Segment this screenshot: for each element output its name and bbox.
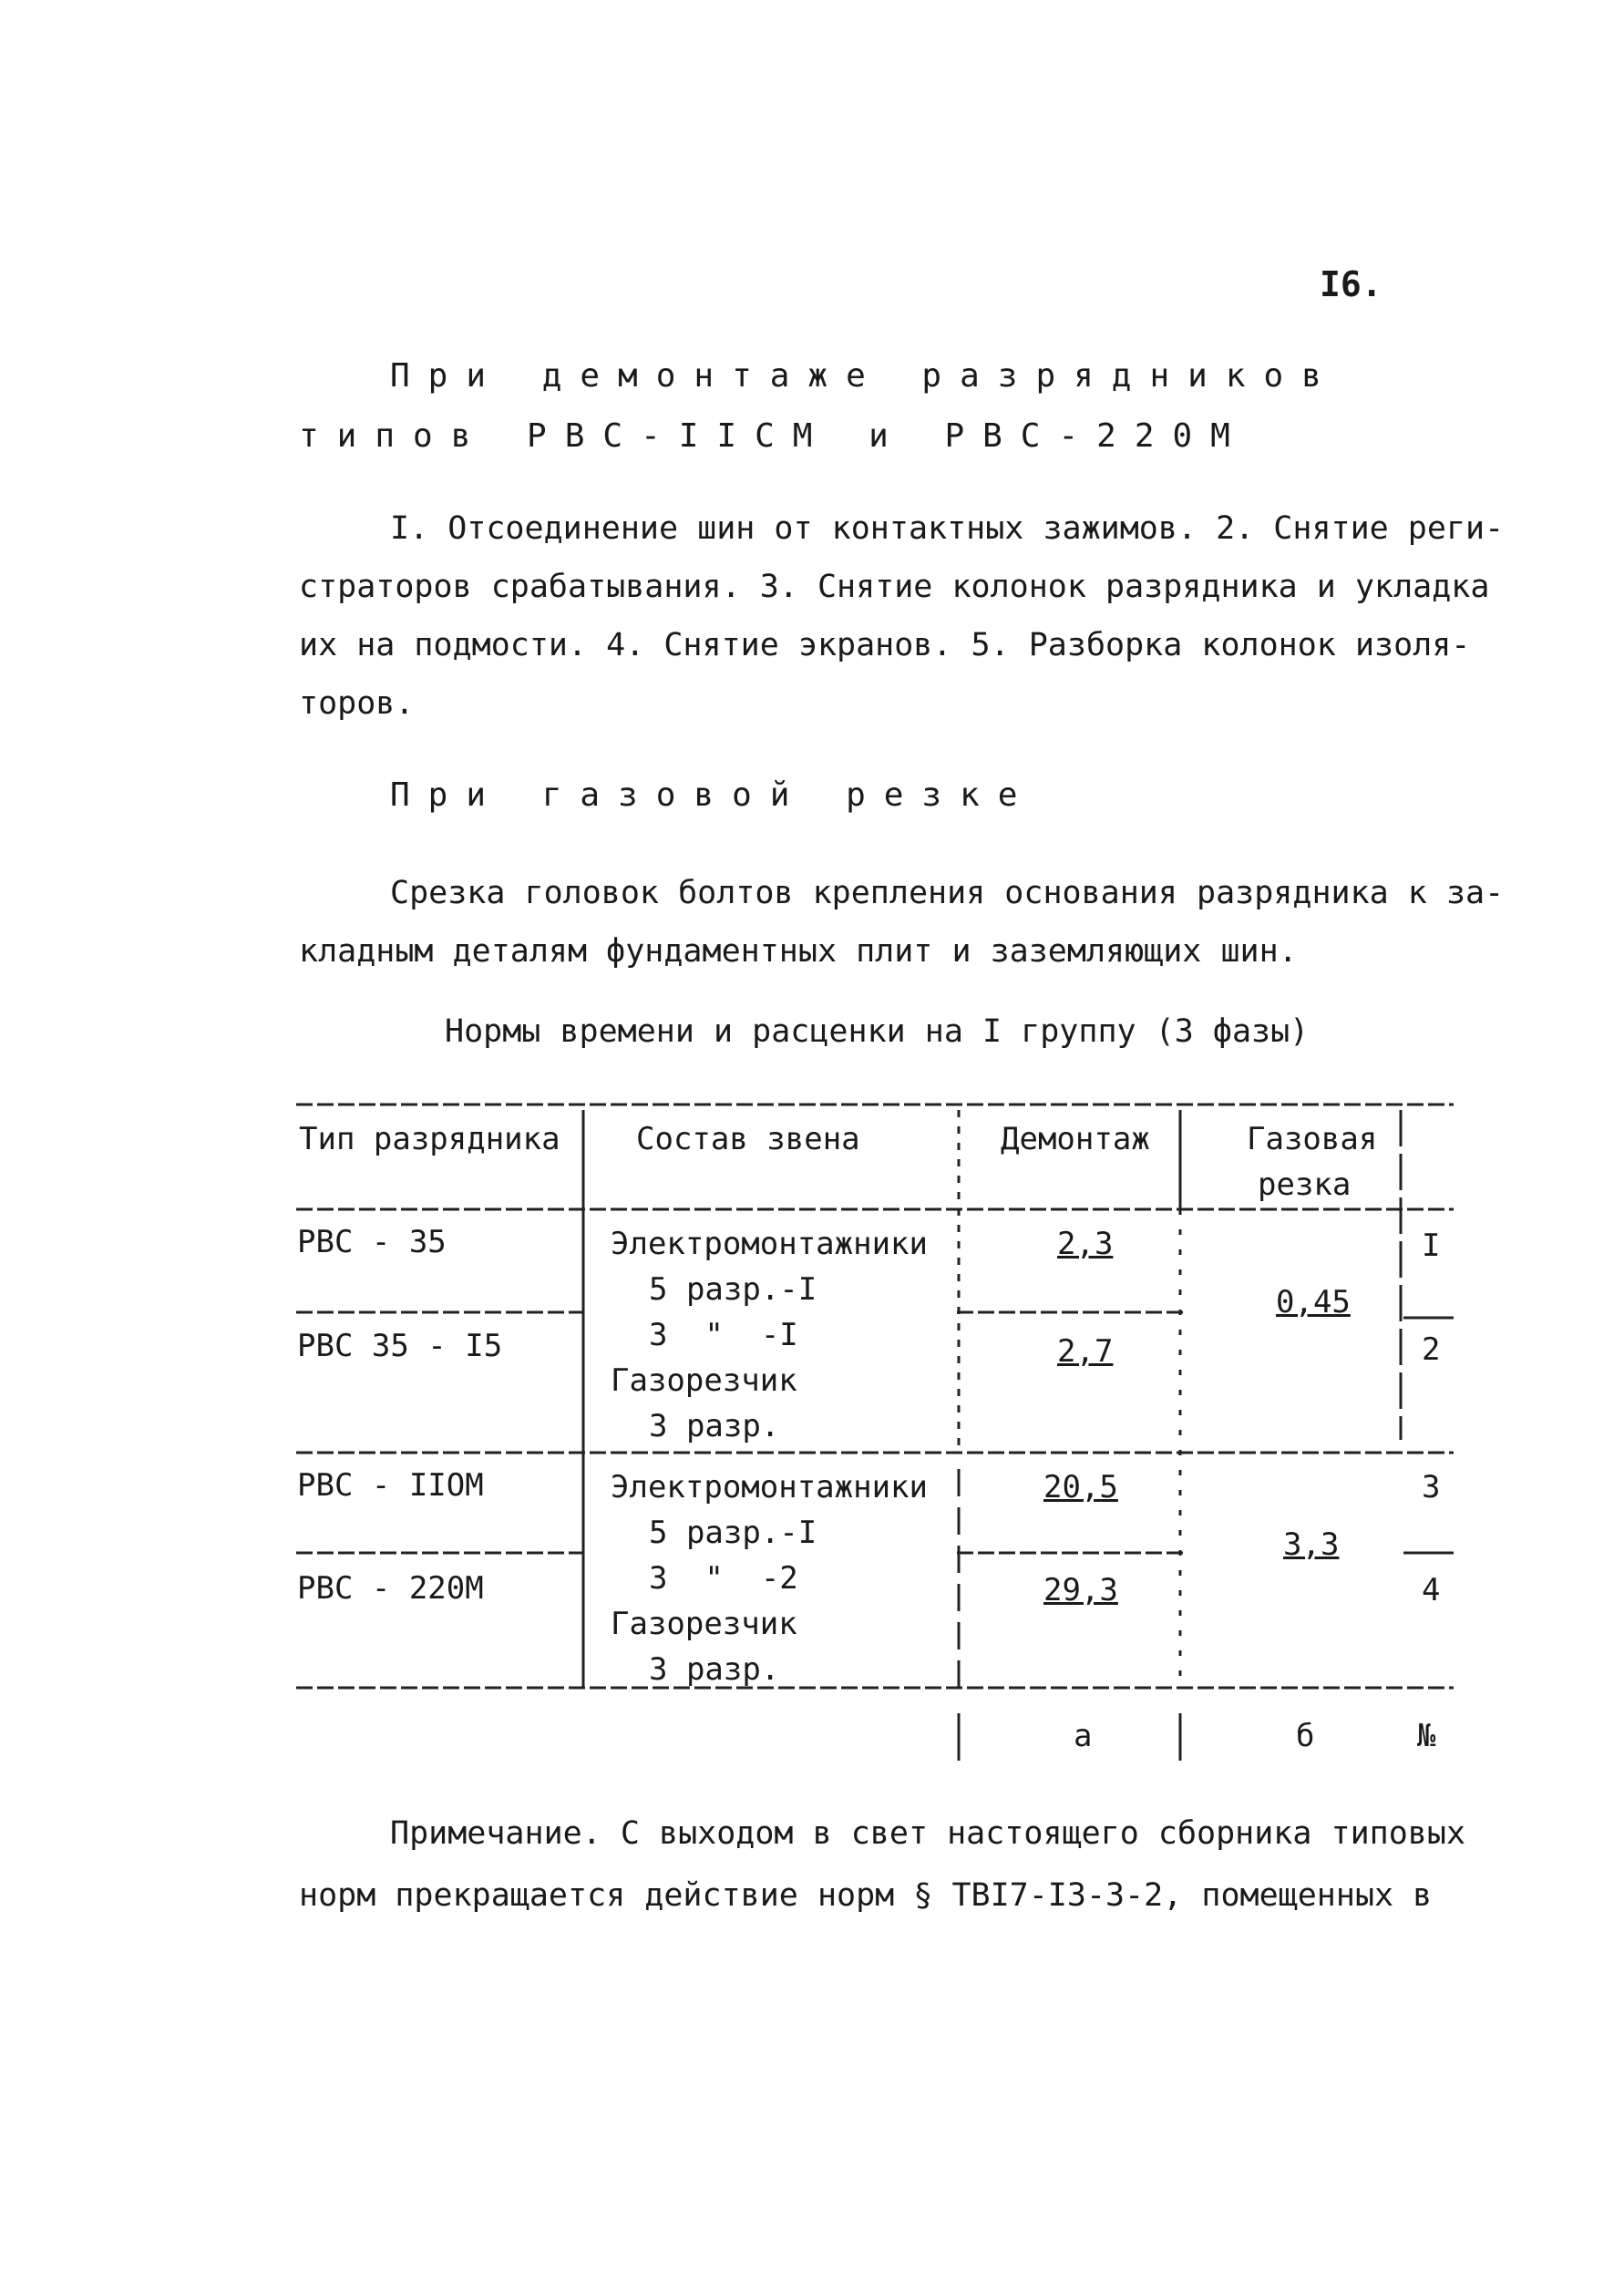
crew-line: Газорезчик bbox=[611, 1606, 797, 1642]
gas-value: 0,45 bbox=[1276, 1284, 1351, 1320]
section-heading-line2: типов РВС-IIСМ и РВС-220М bbox=[299, 417, 1249, 455]
crew-line: Электромонтажники bbox=[611, 1469, 928, 1505]
type-cell: РВС - 220М bbox=[297, 1570, 484, 1607]
row-number: 3 bbox=[1422, 1469, 1441, 1505]
dismantle-value: 2,7 bbox=[1057, 1333, 1114, 1370]
note-line2: норм прекращается действие норм § ТВI7-I3-3-2, помещенных в bbox=[299, 1877, 1433, 1914]
crew-line: 3 " -I bbox=[649, 1317, 798, 1353]
crew-line: Электромонтажники bbox=[611, 1226, 928, 1262]
header-type: Тип разрядника bbox=[299, 1121, 560, 1157]
column-label-b: б bbox=[1296, 1718, 1315, 1754]
row-number: 4 bbox=[1422, 1572, 1441, 1608]
crew-line: 5 разр.-I bbox=[649, 1271, 817, 1308]
page-number: I6. bbox=[1320, 264, 1382, 304]
crew-line: 3 " -2 bbox=[649, 1560, 798, 1597]
paragraph-line: кладным деталям фундаментных плит и заземляющих шин. bbox=[299, 933, 1298, 970]
paragraph-line: торов. bbox=[299, 685, 415, 722]
paragraph-line: страторов срабатывания. 3. Снятие колонок разрядника и укладка bbox=[299, 569, 1490, 605]
gas-value: 3,3 bbox=[1283, 1526, 1340, 1563]
header-gas-line1: Газовая bbox=[1247, 1121, 1378, 1157]
type-cell: РВС - IIОМ bbox=[297, 1467, 484, 1504]
crew-line: 3 разр. bbox=[649, 1651, 780, 1688]
dismantle-value: 2,3 bbox=[1057, 1226, 1114, 1262]
dismantle-value: 29,3 bbox=[1043, 1572, 1118, 1608]
header-dismantle: Демонтаж bbox=[1001, 1121, 1150, 1157]
row-number: I bbox=[1422, 1228, 1441, 1264]
paragraph-line: I. Отсоединение шин от контактных зажимов. 2. Снятие реги- bbox=[390, 510, 1505, 547]
note-line1: Примечание. С выходом в свет настоящего сборника типовых bbox=[390, 1815, 1466, 1852]
section-heading-line1: При демонтаже разрядников bbox=[390, 357, 1340, 395]
type-cell: РВС - 35 bbox=[297, 1224, 447, 1260]
column-label-a: а bbox=[1074, 1718, 1093, 1754]
header-gas-line2: резка bbox=[1258, 1166, 1352, 1203]
row-number: 2 bbox=[1422, 1331, 1441, 1368]
paragraph-line: Срезка головок болтов крепления основания разрядника к за- bbox=[390, 875, 1505, 911]
type-cell: РВС 35 - I5 bbox=[297, 1328, 503, 1364]
dismantle-value: 20,5 bbox=[1043, 1469, 1118, 1505]
header-crew: Состав звена bbox=[636, 1121, 860, 1157]
column-label-num: № bbox=[1417, 1718, 1436, 1754]
table-caption: Нормы времени и расценки на I группу (3 фазы) bbox=[445, 1013, 1310, 1050]
paragraph-line: их на подмости. 4. Снятие экранов. 5. Разборка колонок изоля- bbox=[299, 627, 1471, 663]
crew-line: 5 разр.-I bbox=[649, 1515, 817, 1551]
gas-cutting-heading: При газовой резке bbox=[390, 776, 1036, 814]
crew-line: 3 разр. bbox=[649, 1408, 780, 1444]
crew-line: Газорезчик bbox=[611, 1362, 797, 1399]
